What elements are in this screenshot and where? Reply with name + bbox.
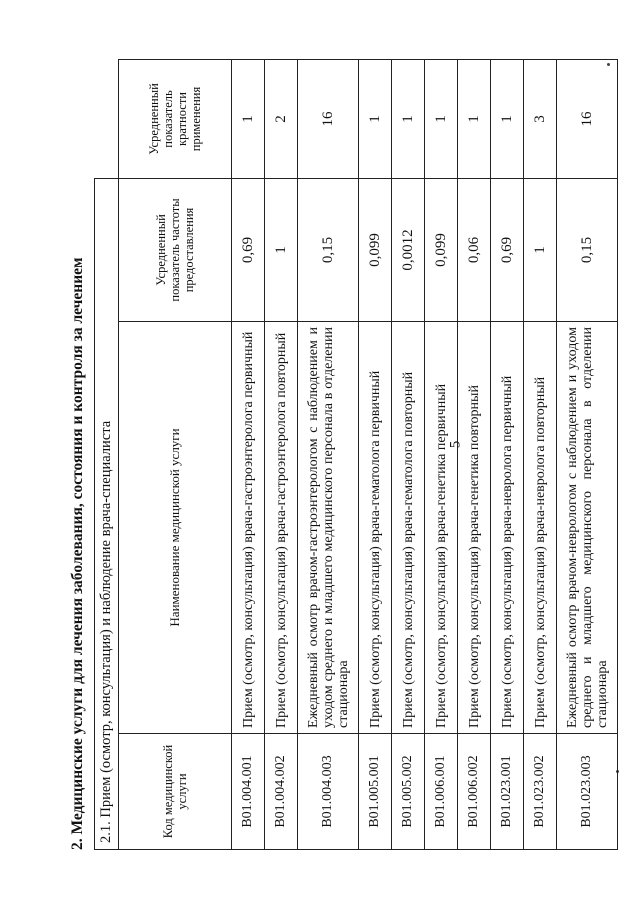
service-name: Прием (осмотр, консультация) врача-гематолога повторный — [392, 322, 425, 734]
frequency-value: 0,15 — [298, 178, 359, 321]
service-code: B01.023.002 — [524, 734, 557, 850]
table-row — [425, 59, 458, 849]
table-row — [524, 59, 557, 849]
frequency-value: 0,099 — [425, 178, 458, 321]
service-name: Прием (осмотр, консультация) врача-генетика повторный — [458, 322, 491, 734]
multiplicity-value: 1 — [425, 59, 458, 178]
table-row — [265, 59, 298, 849]
subsection-title: 2.1. Прием (осмотр, консультация) и наблюдение врача-специалиста — [95, 178, 119, 849]
service-name: Ежедневный осмотр врачом-неврологом с наблюдением и уходом среднего и младшего медицинского персонала в отделении стационара — [557, 322, 618, 734]
header-code: Код медицинской услуги — [119, 734, 232, 850]
service-name: Прием (осмотр, консультация) врача-гастроэнтеролога первичный — [232, 322, 265, 734]
multiplicity-value: 1 — [491, 59, 524, 178]
multiplicity-value: 3 — [524, 59, 557, 178]
multiplicity-value: 2 — [265, 59, 298, 178]
service-name: Прием (осмотр, консультация) врача-генетика первичный — [425, 322, 458, 734]
table-row — [557, 59, 618, 849]
service-code: B01.006.001 — [425, 734, 458, 850]
rotated-document — [66, 35, 631, 850]
table-row — [232, 59, 265, 849]
frequency-value: 0,06 — [458, 178, 491, 321]
multiplicity-value: 1 — [359, 59, 392, 178]
table-row — [359, 59, 392, 849]
header-frequency: Усредненный показатель частоты предоставления — [119, 178, 232, 321]
header-multiplicity: Усредненный показатель кратности применения — [119, 59, 232, 178]
table-row — [458, 59, 491, 849]
page-number: 5 — [447, 440, 464, 449]
service-code: B01.006.002 — [458, 734, 491, 850]
table-header-row — [119, 59, 232, 849]
service-code: B01.004.002 — [265, 734, 298, 850]
frequency-value: 0,099 — [359, 178, 392, 321]
service-code: B01.005.001 — [359, 734, 392, 850]
frequency-value: 0,69 — [232, 178, 265, 321]
service-code: B01.023.001 — [491, 734, 524, 850]
table-row — [491, 59, 524, 849]
service-name: Прием (осмотр, консультация) врача-гематолога первичный — [359, 322, 392, 734]
multiplicity-value: 16 — [298, 59, 359, 178]
frequency-value: 0,69 — [491, 178, 524, 321]
service-code: B01.004.001 — [232, 734, 265, 850]
multiplicity-value: 1 — [458, 59, 491, 178]
table-row — [392, 59, 425, 849]
multiplicity-value: 1 — [232, 59, 265, 178]
services-table — [94, 59, 618, 850]
service-name: Прием (осмотр, консультация) врача-невролога первичный — [491, 322, 524, 734]
service-code: B01.005.002 — [392, 734, 425, 850]
service-name: Прием (осмотр, консультация) врача-гастроэнтеролога повторный — [265, 322, 298, 734]
frequency-value: 0,0012 — [392, 178, 425, 321]
empty-corner-cell — [95, 59, 119, 178]
table-row — [298, 59, 359, 849]
frequency-value: 1 — [524, 178, 557, 321]
service-code: B01.004.003 — [298, 734, 359, 850]
frequency-value: 1 — [265, 178, 298, 321]
service-name: Прием (осмотр, консультация) врача-невролога повторный — [524, 322, 557, 734]
multiplicity-value: 1 — [392, 59, 425, 178]
header-name: Наименование медицинской услуги — [119, 322, 232, 734]
multiplicity-value: 16 — [557, 59, 618, 178]
frequency-value: 0,15 — [557, 178, 618, 321]
section-title: 2. Медицинские услуги для лечения заболевания, состояния и контроля за лечением — [69, 257, 86, 850]
service-name: Ежедневный осмотр врачом-гастроэнтерологом с наблюдением и уходом среднего и младшего медицинского персонала в отделении стационара — [298, 322, 359, 734]
service-code: B01.023.003 — [557, 734, 618, 850]
